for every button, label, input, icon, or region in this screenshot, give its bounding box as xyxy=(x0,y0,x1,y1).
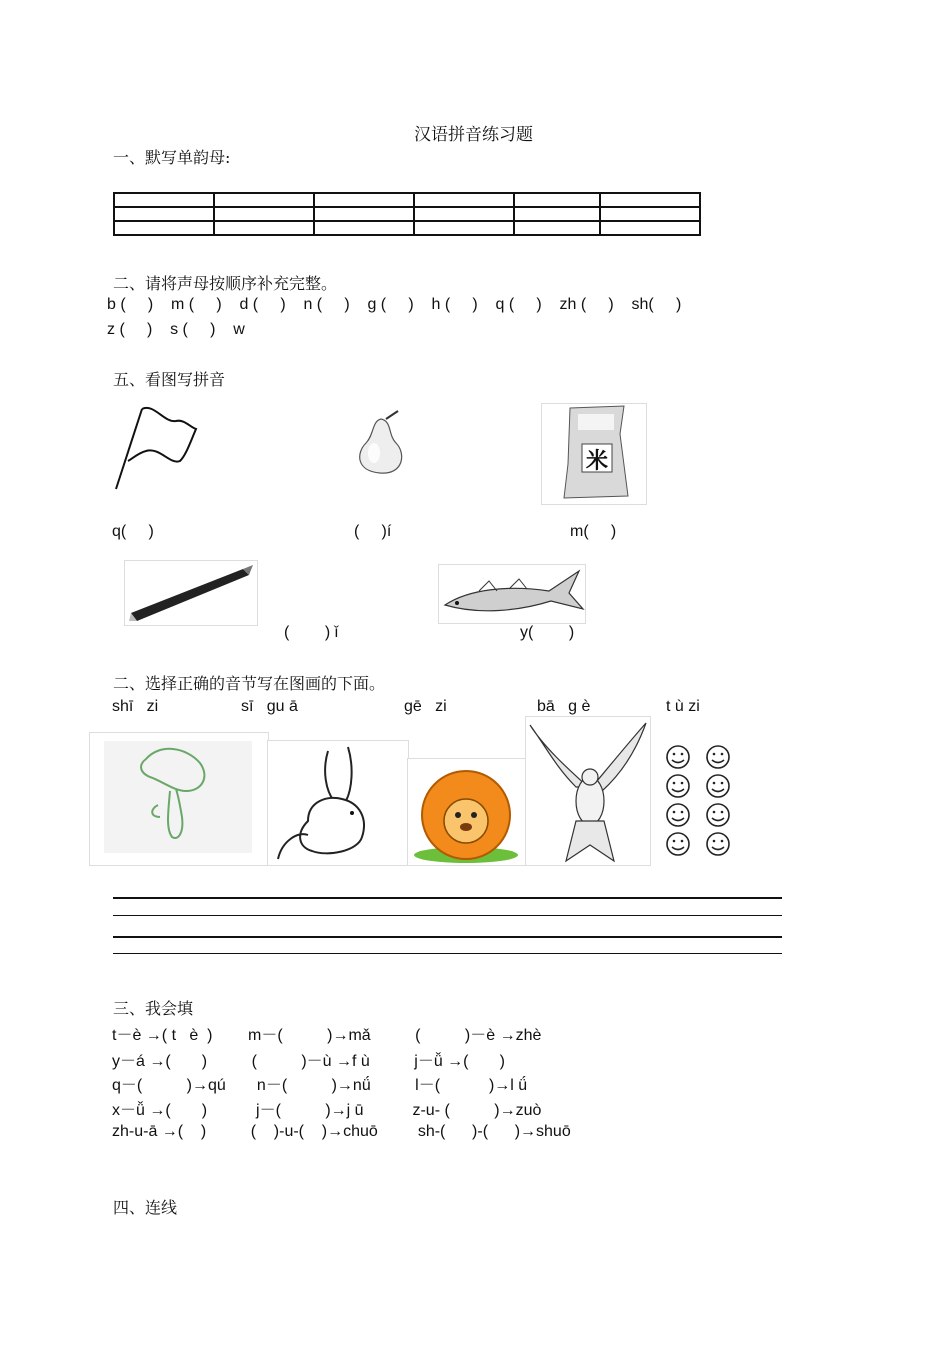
table-cell[interactable] xyxy=(414,221,514,235)
table-cell[interactable] xyxy=(314,207,414,221)
page-title: 汉语拼音练习题 xyxy=(414,125,533,145)
table-cell[interactable] xyxy=(414,207,514,221)
fill-line-5[interactable]: zh-u-ā →( ) ( )-u-( )→chuō sh-( )-( )→shuō xyxy=(112,1123,571,1140)
table-cell[interactable] xyxy=(314,221,414,235)
flag-caption[interactable]: q( ) xyxy=(112,523,154,540)
table-cell[interactable] xyxy=(314,193,414,207)
section-2b-heading: 二、选择正确的音节写在图画的下面。 xyxy=(113,674,386,693)
table-cell[interactable] xyxy=(514,207,600,221)
table-cell[interactable] xyxy=(214,193,314,207)
fish-icon xyxy=(438,564,586,624)
syllable-bage: bā g è xyxy=(537,698,591,715)
writing-line[interactable] xyxy=(113,897,782,899)
syllable-sigua: sī gu ā xyxy=(241,698,298,715)
section-2-heading: 二、请将声母按顺序补充完整。 xyxy=(113,274,338,293)
table-cell[interactable] xyxy=(114,207,214,221)
writing-line[interactable] xyxy=(113,915,782,916)
writing-line[interactable] xyxy=(113,953,782,954)
table-cell[interactable] xyxy=(214,221,314,235)
table-cell[interactable] xyxy=(114,193,214,207)
fill-line-3[interactable]: q－( )→qú n－( )→nǘ l－( )→l ǘ xyxy=(112,1077,528,1094)
section-1-heading: 一、默写单韵母: xyxy=(113,148,231,167)
vowel-answer-table xyxy=(113,192,701,236)
rice-bag-char: 米 xyxy=(586,448,609,474)
initials-row-1[interactable]: b ( ) m ( ) d ( ) n ( ) g ( ) h ( ) q ( ) zh ( ) sh( ) xyxy=(107,296,682,313)
flag-icon xyxy=(112,403,202,493)
pear-caption[interactable]: ( )í xyxy=(354,523,392,540)
table-cell[interactable] xyxy=(600,221,700,235)
loofah-icon xyxy=(89,732,269,866)
section-3-heading: 三、我会填 xyxy=(113,999,194,1018)
section-4-heading: 四、连线 xyxy=(113,1198,178,1217)
syllable-tuzi: t ù zi xyxy=(666,698,700,715)
table-cell[interactable] xyxy=(514,221,600,235)
rice-bag-icon xyxy=(541,403,647,505)
section-5-heading: 五、看图写拼音 xyxy=(113,370,226,389)
table-cell[interactable] xyxy=(214,207,314,221)
syllable-gezi: gē zi xyxy=(404,698,447,715)
rabbit-icon xyxy=(267,740,409,866)
rice-caption[interactable]: m( ) xyxy=(570,523,617,540)
pencil-icon xyxy=(124,560,258,626)
fill-line-4[interactable]: x－ǚ →( ) j－( )→j ū z-u- ( )→zuò xyxy=(112,1102,542,1119)
initials-row-2[interactable]: z ( ) s ( ) w xyxy=(107,321,245,338)
fish-caption[interactable]: y( ) xyxy=(520,624,575,641)
table-row xyxy=(114,207,700,221)
dove-icon xyxy=(525,716,651,866)
lion-icon xyxy=(407,758,527,866)
pencil-caption[interactable]: ( ) ǐ xyxy=(284,624,339,641)
fill-line-2[interactable]: y－á →( ) ( )－ù →f ù j－ǚ →( ) xyxy=(112,1053,505,1070)
table-row xyxy=(114,221,700,235)
writing-line[interactable] xyxy=(113,936,782,938)
fill-line-1[interactable]: t－è →( t è ) m－( )→mǎ ( )－è →zhè xyxy=(112,1027,542,1044)
table-row xyxy=(114,193,700,207)
table-cell[interactable] xyxy=(514,193,600,207)
smiley-face-icon xyxy=(664,745,736,857)
table-cell[interactable] xyxy=(600,193,700,207)
table-cell[interactable] xyxy=(600,207,700,221)
table-cell[interactable] xyxy=(114,221,214,235)
pear-icon xyxy=(352,409,410,477)
table-cell[interactable] xyxy=(414,193,514,207)
syllable-shizi: shī zi xyxy=(112,698,159,715)
